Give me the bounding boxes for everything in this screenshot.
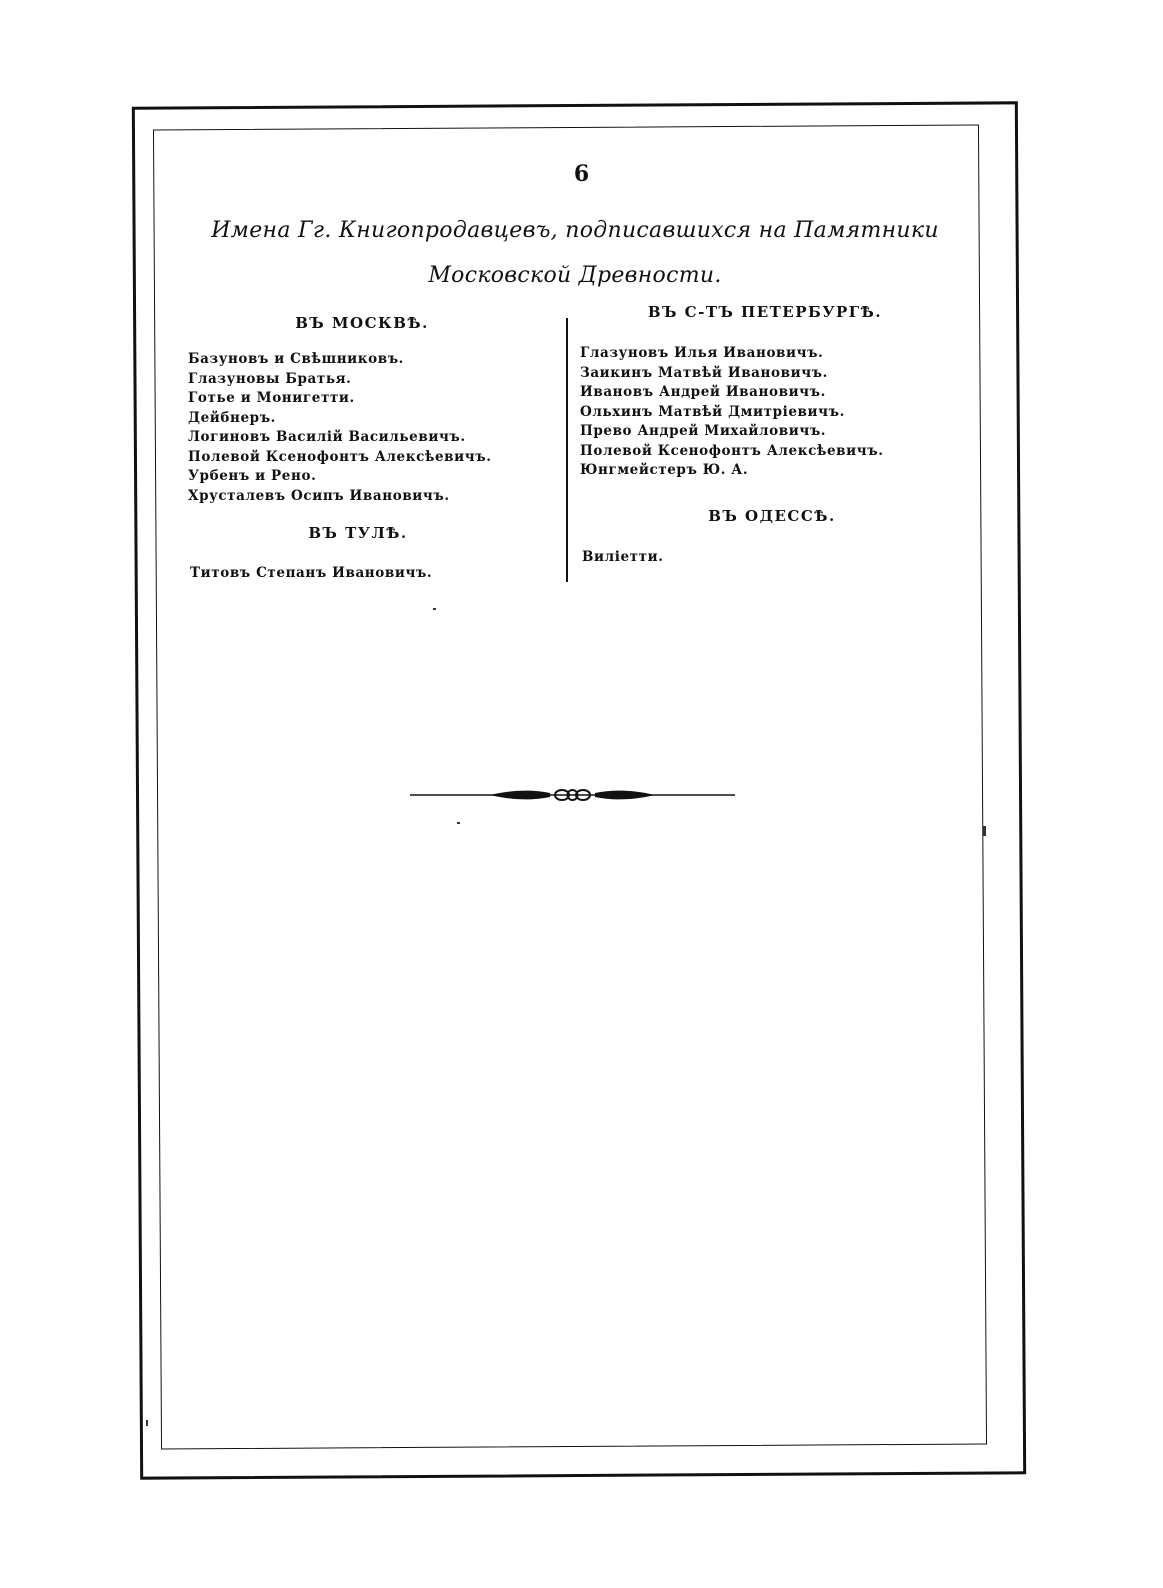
moscow-list bbox=[188, 350, 492, 506]
list-item: Хрусталевъ Осипъ Ивановичъ. bbox=[188, 487, 450, 504]
list-item: Готье и Монигетти. bbox=[188, 390, 355, 406]
petersburg-list bbox=[580, 344, 884, 481]
list-item: Ивановъ Андрей Ивановичъ. bbox=[580, 384, 826, 400]
list-item: Прево Андрей Михайловичъ. bbox=[580, 423, 827, 439]
list-item: Полевой Ксенофонтъ Алексѣевичъ. bbox=[188, 448, 492, 465]
heading-odessa: ВЪ ОДЕССѢ. bbox=[708, 507, 836, 525]
list-item: Полевой Ксенофонтъ Алексѣевичъ. bbox=[580, 442, 884, 459]
list-item: Дейбнеръ. bbox=[188, 409, 276, 426]
list-item: Урбенъ и Рено. bbox=[188, 468, 317, 484]
heading-petersburg: ВЪ С-ТЪ ПЕТЕРБУРГѢ. bbox=[647, 303, 883, 321]
tula-entry: Титовъ Степанъ Ивановичъ. bbox=[190, 565, 433, 581]
print-speck bbox=[983, 826, 986, 836]
odessa-entry: Виліетти. bbox=[582, 549, 664, 565]
list-item: Логиновъ Василій Васильевичъ. bbox=[188, 429, 466, 445]
list-item: Заикинъ Матвѣй Ивановичъ. bbox=[580, 364, 828, 381]
page-title: Имена Гг. Книгопродавцевъ, подписавшихся на Памятники Московской Древности. bbox=[211, 218, 939, 288]
print-speck bbox=[433, 608, 436, 610]
print-speck bbox=[457, 822, 460, 824]
list-item: Глазуновъ Илья Ивановичъ. bbox=[580, 345, 824, 361]
ornament-divider bbox=[410, 784, 735, 806]
list-item: Ольхинъ Матвѣй Дмитріевичъ. bbox=[580, 403, 845, 420]
list-item: Глазуновы Братья. bbox=[188, 370, 352, 387]
print-speck bbox=[146, 1420, 148, 1426]
page-number: 6 bbox=[573, 161, 590, 187]
heading-moscow: ВЪ МОСКВѢ. bbox=[295, 314, 429, 332]
column-divider bbox=[566, 318, 568, 582]
list-item: Базуновъ и Свѣшниковъ. bbox=[188, 351, 404, 367]
list-item: Юнгмейстеръ Ю. А. bbox=[580, 462, 749, 478]
heading-tula: ВЪ ТУЛѢ. bbox=[308, 524, 408, 542]
